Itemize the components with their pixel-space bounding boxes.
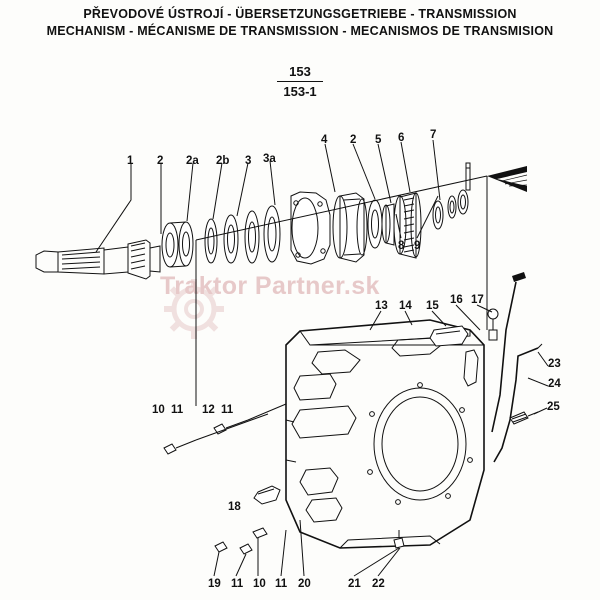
callout-9: 9: [414, 240, 421, 252]
part-dipstick-17: [492, 272, 526, 432]
callout-20: 20: [298, 578, 311, 590]
callout-12: 12: [202, 404, 215, 416]
part-cover-flange: [291, 192, 330, 264]
part-bolts-bottom: [214, 520, 304, 576]
part-shaft: [36, 240, 160, 279]
part-fitting-15: [430, 326, 468, 346]
callout-18: 18: [228, 501, 241, 513]
part-plug-18: [254, 486, 280, 504]
part-bolts-bottom-right: [354, 530, 404, 576]
sheet-number: 153: [289, 64, 311, 79]
callout-14: 14: [399, 300, 412, 312]
callout-21: 21: [348, 578, 361, 590]
sheet-sub-number: 153-1: [283, 84, 317, 100]
callout-2: 2: [157, 155, 164, 167]
part-screw-25: [510, 412, 538, 424]
part-gearbox-housing: [286, 320, 484, 548]
part-washers-7: [433, 163, 470, 229]
callout-17: 17: [471, 294, 484, 306]
callout-2b: 2b: [216, 155, 230, 167]
callout-10-left: 10: [152, 404, 165, 416]
part-ring-2: [368, 200, 382, 248]
callout-11-bottom-2: 11: [275, 578, 288, 590]
callout-13: 13: [375, 300, 388, 312]
callout-4: 4: [321, 134, 328, 146]
callout-2a: 2a: [186, 155, 199, 167]
callout-19: 19: [208, 578, 221, 590]
callout-7: 7: [430, 129, 437, 141]
callout-25: 25: [547, 401, 560, 413]
part-plug-16: [488, 309, 498, 340]
part-rod-23: [494, 344, 542, 462]
direction-arrow-icon: [487, 166, 527, 192]
part-bearing-stack: [162, 206, 280, 267]
callout-16: 16: [450, 294, 463, 306]
callout-11-left-2: 11: [221, 404, 234, 416]
callout-8: 8: [398, 240, 405, 252]
callout-3: 3: [245, 155, 252, 167]
callout-5: 5: [375, 134, 382, 146]
callout-6: 6: [398, 132, 405, 144]
callout-11-left: 11: [171, 404, 184, 416]
watermark-text: Traktor Partner.sk: [160, 272, 380, 300]
callout-10-bottom: 10: [253, 578, 266, 590]
part-spacer-5: [382, 204, 394, 245]
leader-lines-housing: [370, 305, 548, 414]
callout-22: 22: [372, 578, 385, 590]
callout-2-upper: 2: [350, 134, 357, 146]
part-sleeve-14: [464, 350, 478, 386]
callout-23: 23: [548, 358, 561, 370]
title-line-2: MECHANISM - MÉCANISME DE TRANSMISSION - MECANISMOS DE TRANSMISION: [46, 24, 554, 38]
callout-24: 24: [548, 378, 561, 390]
callout-11-bottom: 11: [231, 578, 244, 590]
callout-3a: 3a: [263, 153, 276, 165]
title-line-1: PŘEVODOVÉ ÚSTROJÍ - ÜBERSETZUNGSGETRIEBE - TRANSMISSION: [83, 7, 517, 21]
callout-15: 15: [426, 300, 439, 312]
callout-1: 1: [127, 155, 134, 167]
